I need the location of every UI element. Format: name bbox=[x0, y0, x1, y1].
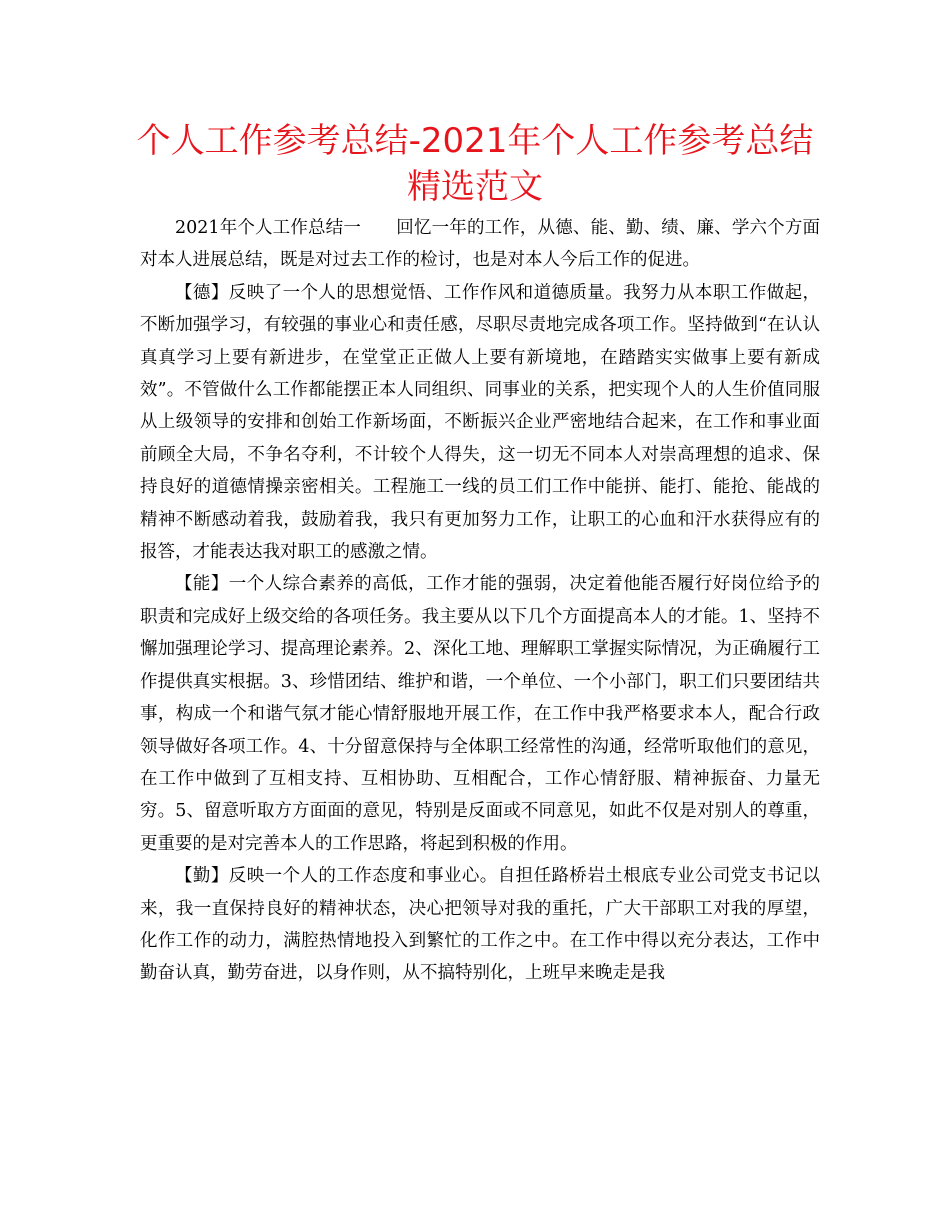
paragraph-qin: 【勤】反映一个人的工作态度和事业心。自担任路桥岩土根底专业公司党支书记以来，我一直保持良好的精神状态，决心把领导对我的重托，广大干部职工对我的厚望，化作工作的动力，满腔热情地投入到繁忙的工作之中。在工作中得以充分表达，工作中勤奋认真，勤劳奋进，以身作则，从不搞特别化，上班早来晚走是我 bbox=[140, 866, 820, 984]
paragraph-neng: 【能】一个人综合素养的高低，工作才能的强弱，决定着他能否履行好岗位给予的职责和完成好上级交给的各项任务。我主要从以下几个方面提高本人的才能。1、坚持不懈加强理论学习、提高理论素养。2、深化工地、理解职工掌握实际情况，为正确履行工作提供真实根据。3、珍惜团结、维护和谐，一个单位、一个小部门，职工们只要团结共事，构成一个和谐气氛才能心情舒服地开展工作，在工作中我严格要求本人，配合行政领导做好各项工作。4、十分留意保持与全体职工经常性的沟通，经常听取他们的意见，在工作中做到了互相支持、互相协助、互相配合，工作心情舒服、精神振奋、力量无穷。5、留意听取方方面面的意见，特别是反面或不同意见，如此不仅是对别人的尊重，更重要的是对完善本人的工作思路，将起到积极的作用。 bbox=[140, 574, 820, 854]
paragraph-intro: 2021年个人工作总结一 回忆一年的工作，从德、能、勤、绩、廉、学六个方面对本人进展总结，既是对过去工作的检讨，也是对本人今后工作的促进。 bbox=[140, 218, 820, 271]
document-title: 个人工作参考总结-2021年个人工作参考总结精选范文 bbox=[136, 121, 814, 207]
paragraph-de: 【德】反映了一个人的思想觉悟、工作作风和道德质量。我努力从本职工作做起，不断加强学习，有较强的事业心和责任感，尽职尽责地完成各项工作。坚持做到“在认认真真学习上要有新进步，在堂堂正正做人上要有新境地，在踏踏实实做事上要有新成效”。不管做什么工作都能摆正本人同组织、同事业的关系，把实现个人的人生价值同服从上级领导的安排和创始工作新场面，不断振兴企业严密地结合起来，在工作和事业面前顾全大局，不争名夺利，不计较个人得失，这一切无不同本人对崇高理想的追求、保持良好的道德情操亲密相关。工程施工一线的员工们工作中能拼、能打、能抢、能战的精神不断感动着我，鼓励着我，我只有更加努力工作，让职工的心血和汗水获得应有的报答，才能表达我对职工的感激之情。 bbox=[140, 282, 820, 563]
document-body bbox=[140, 212, 820, 990]
